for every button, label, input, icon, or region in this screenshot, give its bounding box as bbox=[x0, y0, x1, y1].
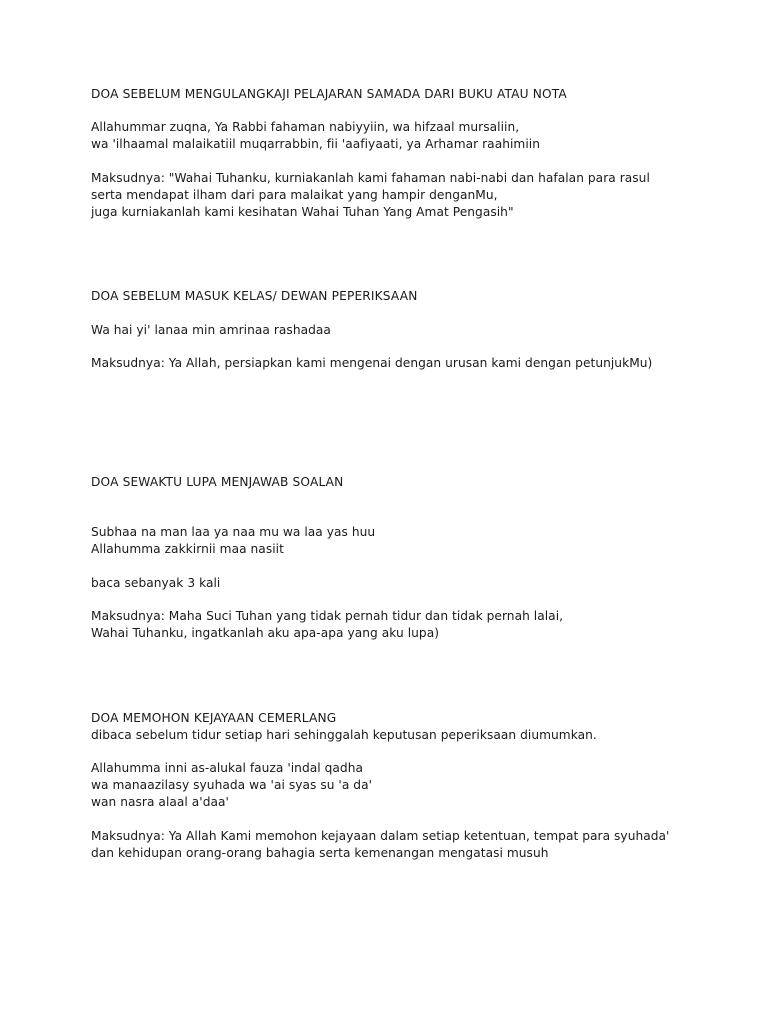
meaning-text-line: Wahai Tuhanku, ingatkanlah aku apa-apa yang aku lupa) bbox=[91, 626, 440, 640]
doa-text-line: wa manaazilasy syuhada wa 'ai syas su 'a da' bbox=[91, 778, 372, 792]
meaning-text-line: Maksudnya: "Wahai Tuhanku, kurniakanlah kami fahaman nabi-nabi dan hafalan para rasul bbox=[91, 171, 650, 185]
section-heading: DOA SEBELUM MASUK KELAS/ DEWAN PEPERIKSAAN bbox=[91, 289, 418, 303]
meaning-text-line: Maksudnya: Maha Suci Tuhan yang tidak pernah tidur dan tidak pernah lalai, bbox=[91, 609, 564, 623]
doa-text-line: Allahumma inni as-alukal fauza 'indal qadha bbox=[91, 761, 364, 775]
meaning-text-line: juga kurniakanlah kami kesihatan Wahai Tuhan Yang Amat Pengasih" bbox=[91, 205, 514, 219]
doa-text-line: Allahumma zakkirnii maa nasiit bbox=[91, 542, 284, 556]
meaning-text-line: dan kehidupan orang-orang bahagia serta kemenangan mengatasi musuh bbox=[91, 846, 549, 860]
note-text: dibaca sebelum tidur setiap hari sehinggalah keputusan peperiksaan diumumkan. bbox=[91, 728, 597, 742]
doa-text-line: wa 'ilhaamal malaikatiil muqarrabbin, fii 'aafiyaati, ya Arhamar raahimiin bbox=[91, 137, 541, 151]
meaning-text-line: Maksudnya: Ya Allah Kami memohon kejayaan dalam setiap ketentuan, tempat para syuhada' bbox=[91, 829, 670, 843]
meaning-text-line: serta mendapat ilham dari para malaikat yang hampir denganMu, bbox=[91, 188, 498, 202]
doa-text-line: Wa hai yi' lanaa min amrinaa rashadaa bbox=[91, 323, 331, 337]
doa-text-line: Allahummar zuqna, Ya Rabbi fahaman nabiyyiin, wa hifzaal mursaliin, bbox=[91, 120, 520, 134]
note-text: baca sebanyak 3 kali bbox=[91, 576, 221, 590]
section-heading: DOA SEWAKTU LUPA MENJAWAB SOALAN bbox=[91, 475, 344, 489]
doa-text-line: wan nasra alaal a'daa' bbox=[91, 795, 229, 809]
section-heading: DOA SEBELUM MENGULANGKAJI PELAJARAN SAMADA DARI BUKU ATAU NOTA bbox=[91, 87, 567, 101]
section-heading: DOA MEMOHON KEJAYAAN CEMERLANG bbox=[91, 711, 337, 725]
doa-text-line: Subhaa na man laa ya naa mu wa laa yas huu bbox=[91, 525, 376, 539]
meaning-text-line: Maksudnya: Ya Allah, persiapkan kami mengenai dengan urusan kami dengan petunjukMu) bbox=[91, 356, 653, 370]
